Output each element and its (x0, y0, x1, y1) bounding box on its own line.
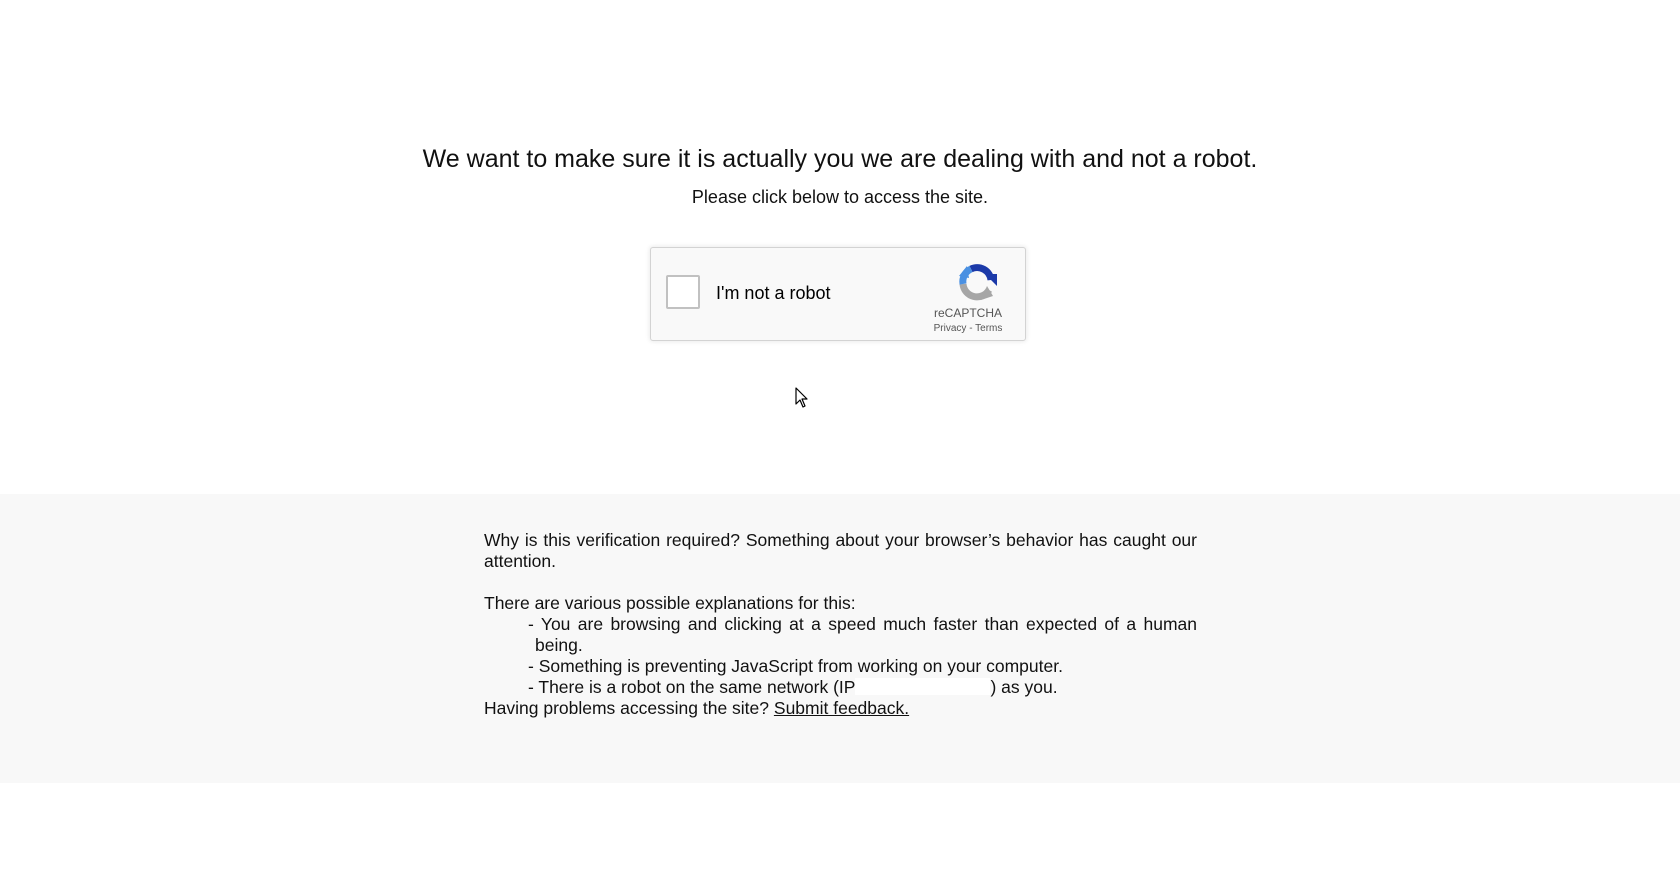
privacy-link[interactable]: Privacy (933, 323, 967, 334)
explanation-section (0, 494, 1680, 783)
not-a-robot-label[interactable]: I'm not a robot (716, 283, 831, 303)
submit-feedback-link[interactable]: Submit feedback. (773, 698, 910, 718)
recaptcha-brand: reCAPTCHA (933, 306, 1002, 320)
list-item: - You are browsing and clicking at a speed much faster than expected of a human being. (528, 614, 1197, 655)
recaptcha-widget (650, 247, 1026, 341)
explanations-intro: There are various possible explanations for this: (484, 593, 856, 613)
not-a-robot-checkbox[interactable] (666, 275, 700, 309)
why-paragraph: Why is this verification required? Something about your browser’s behavior has caught our attention. (484, 530, 1197, 571)
explanation-content (484, 530, 1197, 719)
mouse-pointer-icon (795, 387, 809, 409)
recaptcha-logo-icon (955, 260, 999, 304)
links-separator: - (966, 323, 976, 334)
list-item-robot-network (528, 677, 1197, 698)
terms-link[interactable]: Terms (975, 323, 1003, 334)
robot-bullet-prefix: - There is a robot on the same network (IP (528, 677, 856, 697)
robot-bullet-suffix: ) as you. (990, 677, 1058, 697)
feedback-prefix: Having problems accessing the site? (484, 698, 770, 718)
redacted-ip (855, 678, 990, 695)
recaptcha-links (913, 323, 1023, 335)
feedback-line (484, 698, 1197, 719)
paragraph-spacer (484, 572, 1197, 593)
list-item: - Something is preventing JavaScript from working on your computer. (528, 656, 1063, 676)
page-subtitle: Please click below to access the site. (691, 187, 989, 207)
page-title: We want to make sure it is actually you we are dealing with and not a robot. (422, 145, 1258, 173)
explanation-list (484, 614, 1197, 698)
